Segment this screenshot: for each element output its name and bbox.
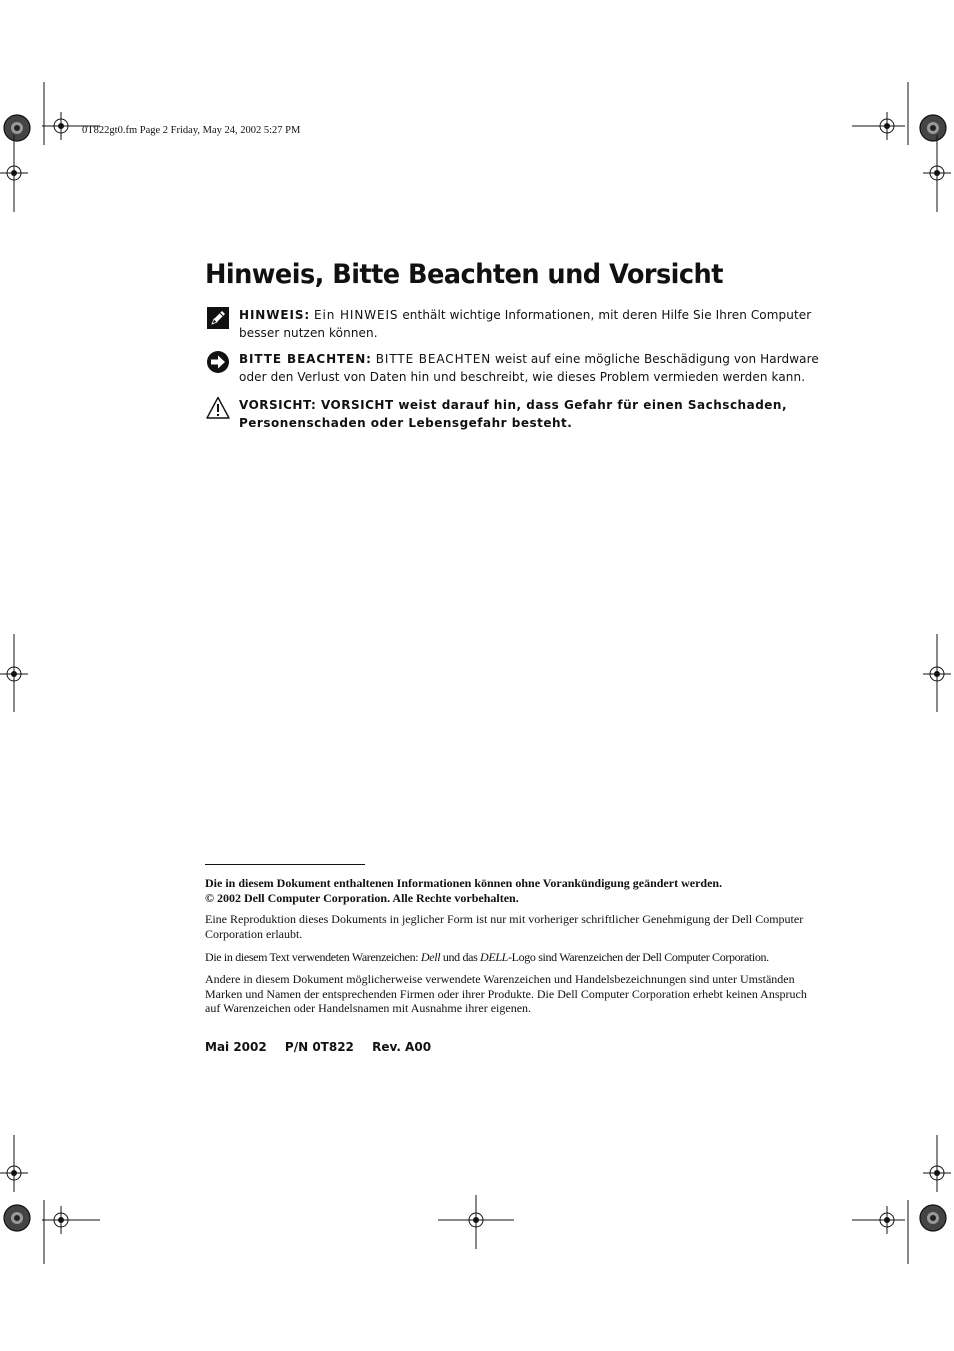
document-footer (205, 1040, 445, 1054)
color-target-icon (4, 115, 30, 141)
note-bitte-beachten-body: weist auf eine mögliche Beschädigung von Hardware oder den Verlust von Daten hin und beschreibt, wie dieses Problem vermieden werden kann. (239, 352, 819, 384)
legal-divider (205, 864, 365, 865)
file-info-header: 0T822gt0.fm Page 2 Friday, May 24, 2002 5:27 PM (82, 125, 301, 136)
legal-trademarks (205, 950, 845, 965)
note-bitte-beachten-label: BITTE BEACHTEN: (239, 352, 372, 366)
note-hinweis-body: enthält wichtige Informationen, mit deren Hilfe Sie Ihren Computer besser nutzen können. (239, 308, 812, 340)
color-target-icon (4, 1205, 30, 1231)
note-bitte-beachten-caps: BITTE BEACHTEN (375, 352, 492, 366)
legal-other-trademarks: Andere in diesem Dokument möglicherweise verwendete Warenzeichen und Handelsbezeichnungen sind unter Umständen Marken und Namen der entsprechenden Firmen oder ihrer Produkte. Die Dell Computer Corporation erhebt keinen Anspruch auf Warenzeichen oder Handelsnamen mit Ausnahme ihrer eigenen. (205, 972, 807, 1015)
legal-trademark-logo: DELL (480, 950, 508, 964)
note-bitte-beachten-text (239, 350, 826, 386)
footer-date: Mai 2002 (205, 1040, 267, 1054)
footer-revision: Rev. A00 (372, 1040, 432, 1054)
legal-copyright: © 2002 Dell Computer Corporation. Alle Rechte vorbehalten. (205, 890, 519, 905)
page-title: Hinweis, Bitte Beachten und Vorsicht (205, 259, 723, 290)
footer-part-number: P/N 0T822 (284, 1040, 354, 1054)
legal-reproduction: Eine Reproduktion dieses Dokuments in jeglicher Form ist nur mit vorheriger schriftlicher Genehmigung der Dell Computer Corporation erlaubt. (205, 912, 804, 941)
note-bitte-beachten (206, 350, 826, 386)
legal-trademark-dell: Dell (420, 950, 441, 964)
note-hinweis-text (239, 306, 826, 342)
legal-notice (205, 876, 823, 905)
note-hinweis-label: HINWEIS: (239, 308, 311, 322)
note-hinweis-caps: Ein HINWEIS (314, 308, 399, 322)
warning-triangle-icon (206, 396, 230, 420)
color-target-icon (920, 115, 946, 141)
arrow-notice-icon (206, 350, 230, 374)
note-vorsicht-text: VORSICHT: VORSICHT weist darauf hin, dass Gefahr für einen Sachschaden, Personenschaden oder Lebensgefahr besteht. (239, 398, 788, 430)
note-vorsicht (206, 396, 826, 432)
color-target-icon (920, 1205, 946, 1231)
legal-trademarks-mid: und das (442, 950, 478, 964)
pencil-note-icon (206, 306, 230, 330)
legal-change-notice: Die in diesem Dokument enthaltenen Informationen können ohne Vorankündigung geändert werden. (205, 876, 723, 890)
legal-trademarks-pre: Die in diesem Text verwendeten Warenzeichen: (205, 950, 419, 964)
note-hinweis (206, 306, 826, 342)
legal-trademarks-post: -Logo sind Warenzeichen der Dell Computer Corporation. (508, 950, 769, 964)
